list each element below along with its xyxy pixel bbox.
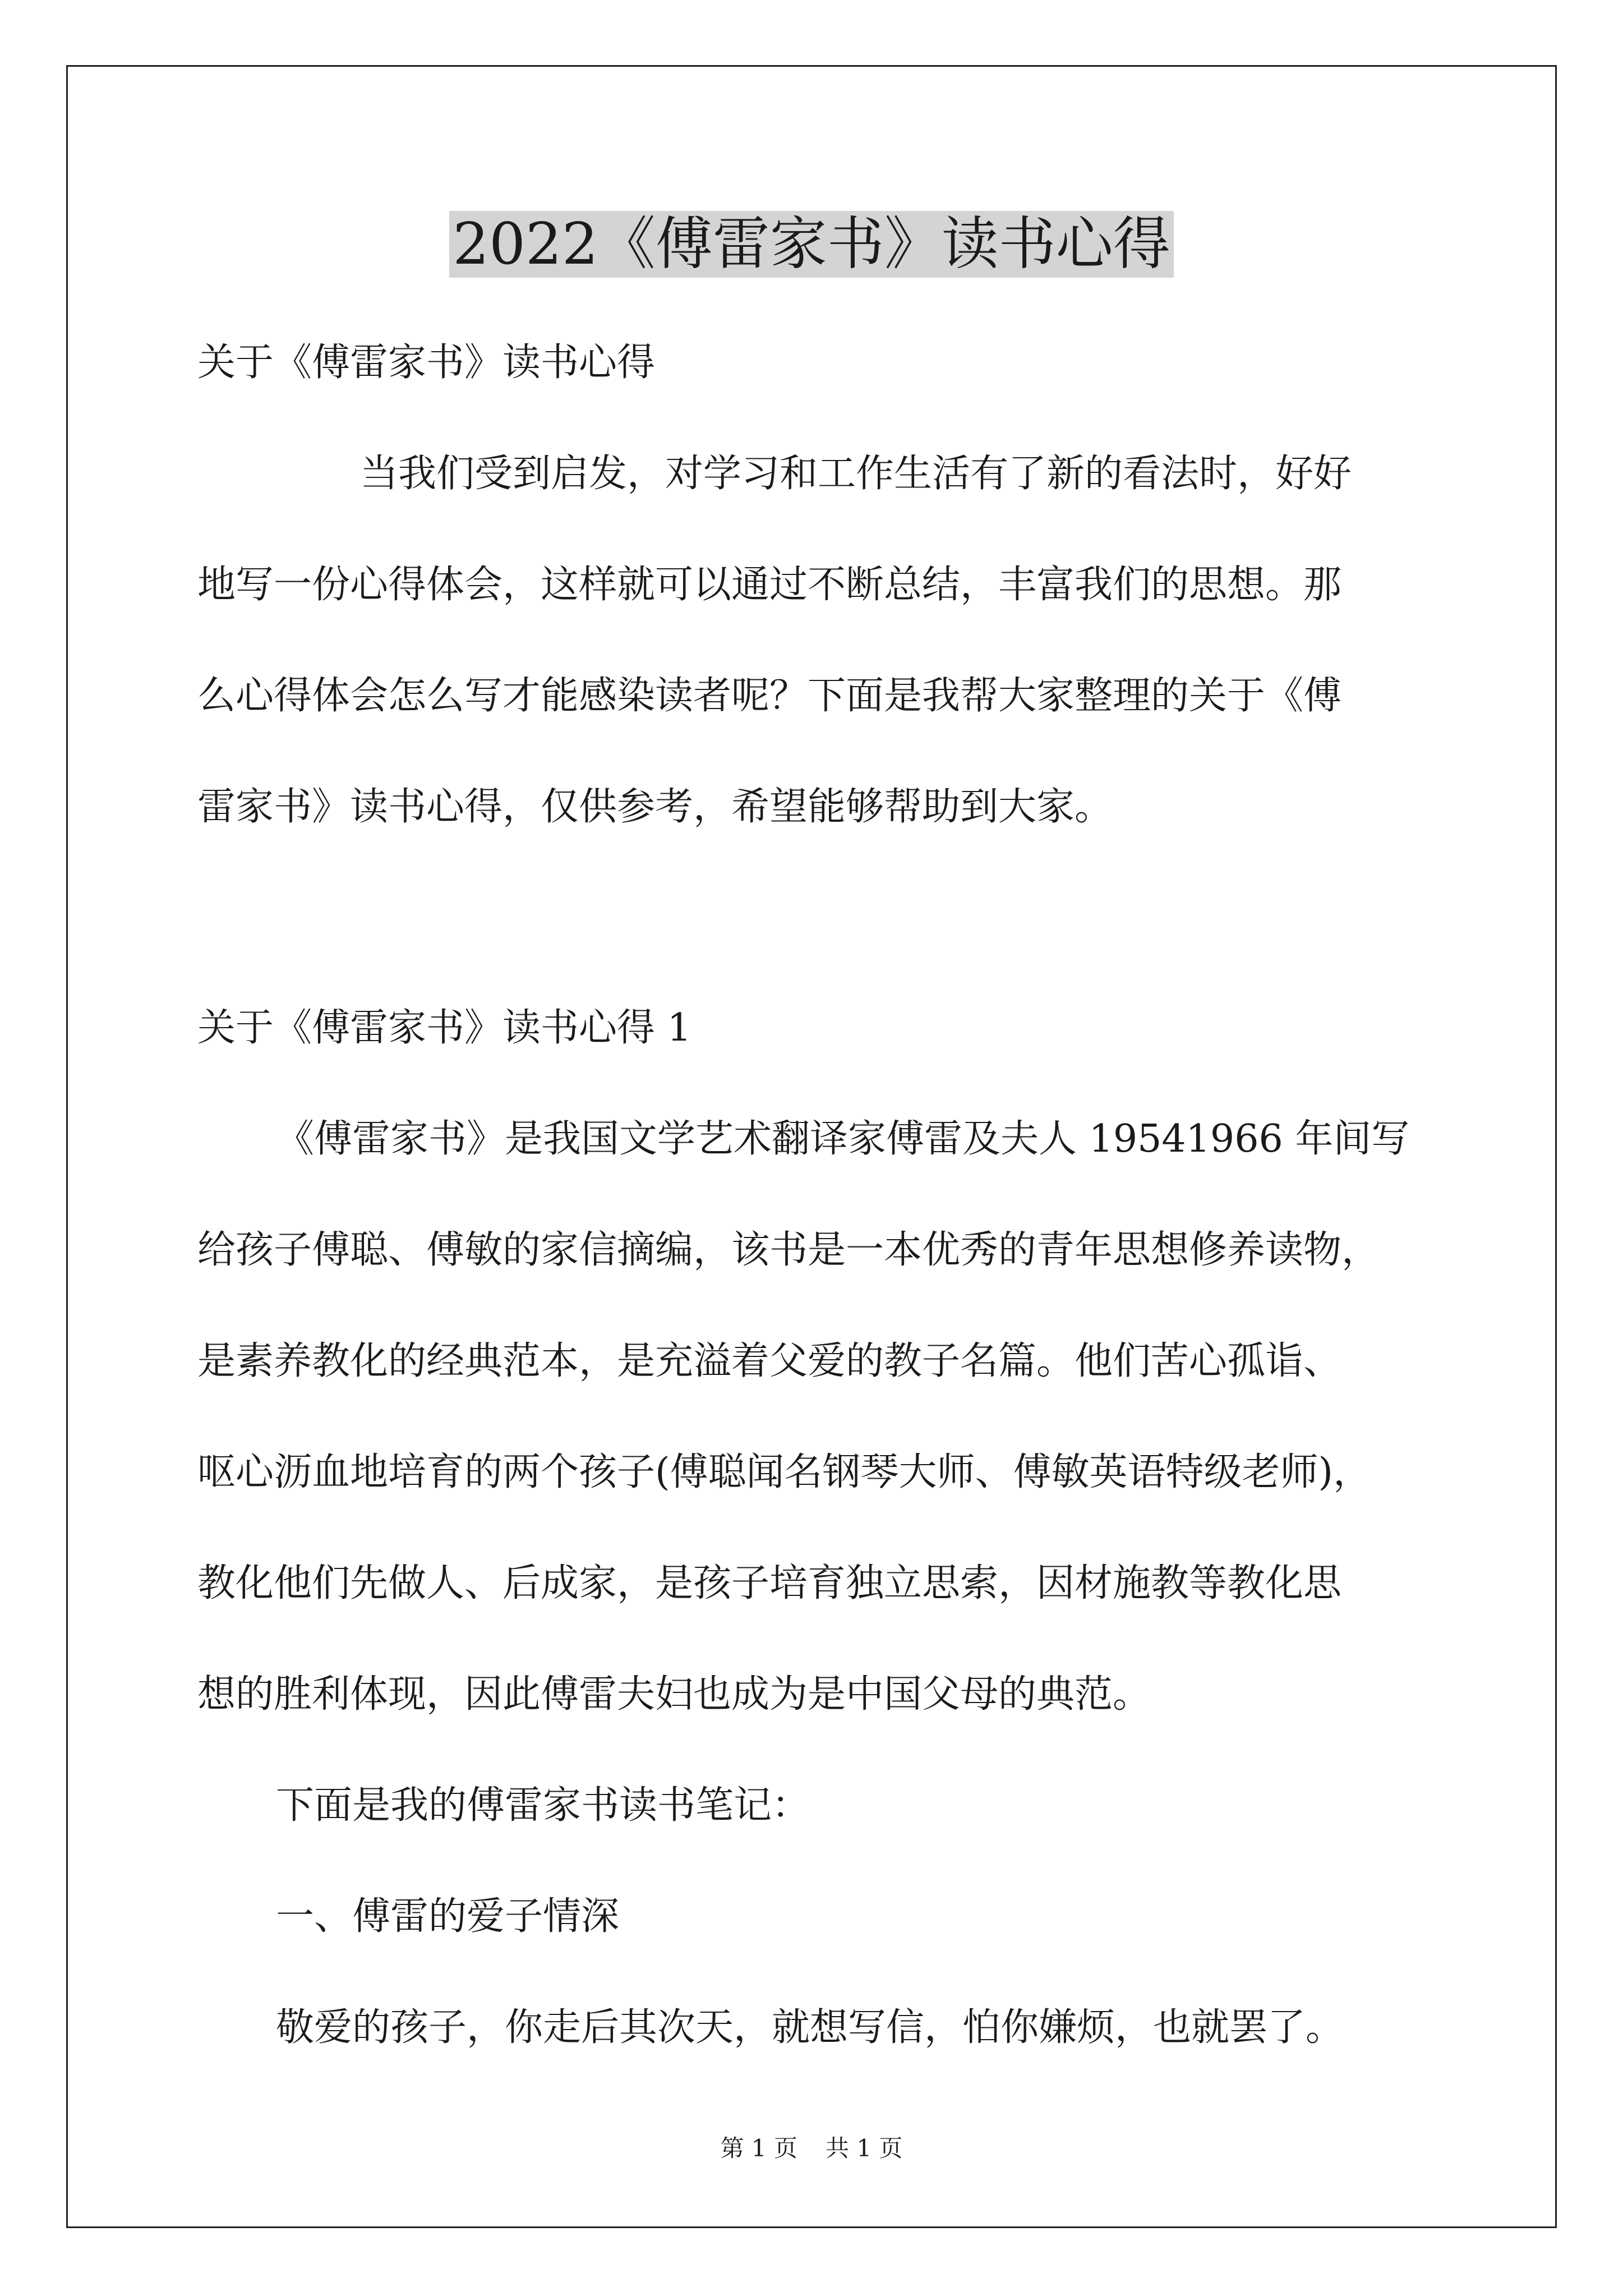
notes-line: 敬爱的孩子，你走后其次天，就想写信，怕你嫌烦，也就罢了。: [276, 2005, 1344, 2050]
page-number-current: 第 1 页: [720, 2134, 797, 2162]
document-title: [0, 205, 1623, 284]
intro-paragraph: [197, 418, 1437, 863]
page-number-total: 共 1 页: [826, 2134, 903, 2162]
paragraph-line: 《傅雷家书》是我国文学艺术翻译家傅雷及夫人 19541966 年间写: [276, 1117, 1410, 1161]
section-heading: 关于《傅雷家书》读书心得 1: [197, 1006, 691, 1050]
paragraph-line: 呕心沥血地培育的两个孩子(傅聪闻名钢琴大师、傅敏英语特级老师)，: [197, 1450, 1372, 1494]
paragraph-line: 是素养教化的经典范本，是充溢着父爱的教子名篇。他们苦心孤诣、: [197, 1339, 1342, 1383]
paragraph-line: 地写一份心得体会，这样就可以通过不断总结，丰富我们的思想。那: [197, 563, 1342, 607]
document-title-text: 2022《傅雷家书》读书心得: [449, 211, 1174, 278]
notes-heading: 一、傅雷的爱子情深: [276, 1894, 620, 1939]
page-footer: [0, 2132, 1623, 2165]
intro-heading: 关于《傅雷家书》读书心得: [197, 341, 656, 385]
document-body: [197, 307, 1437, 2083]
blank-line: [197, 863, 1437, 973]
paragraph-line: 教化他们先做人、后成家，是孩子培育独立思索，因材施教等教化思: [197, 1561, 1342, 1605]
paragraph-line: 么心得体会怎么写才能感染读者呢？下面是我帮大家整理的关于《傅: [197, 674, 1342, 718]
paragraph-line: 雷家书》读书心得，仅供参考，希望能够帮助到大家。: [197, 785, 1113, 829]
section-paragraph: [197, 1084, 1437, 1750]
paragraph-line: 当我们受到启发，对学习和工作生活有了新的看法时，好好: [360, 452, 1352, 496]
paragraph-line: 想的胜利体现，因此傅雷夫妇也成为是中国父母的典范。: [197, 1672, 1151, 1717]
paragraph-line: 给孩子傅聪、傅敏的家信摘编，该书是一本优秀的青年思想修养读物，: [197, 1228, 1380, 1272]
notes-intro: 下面是我的傅雷家书读书笔记：: [276, 1783, 810, 1828]
